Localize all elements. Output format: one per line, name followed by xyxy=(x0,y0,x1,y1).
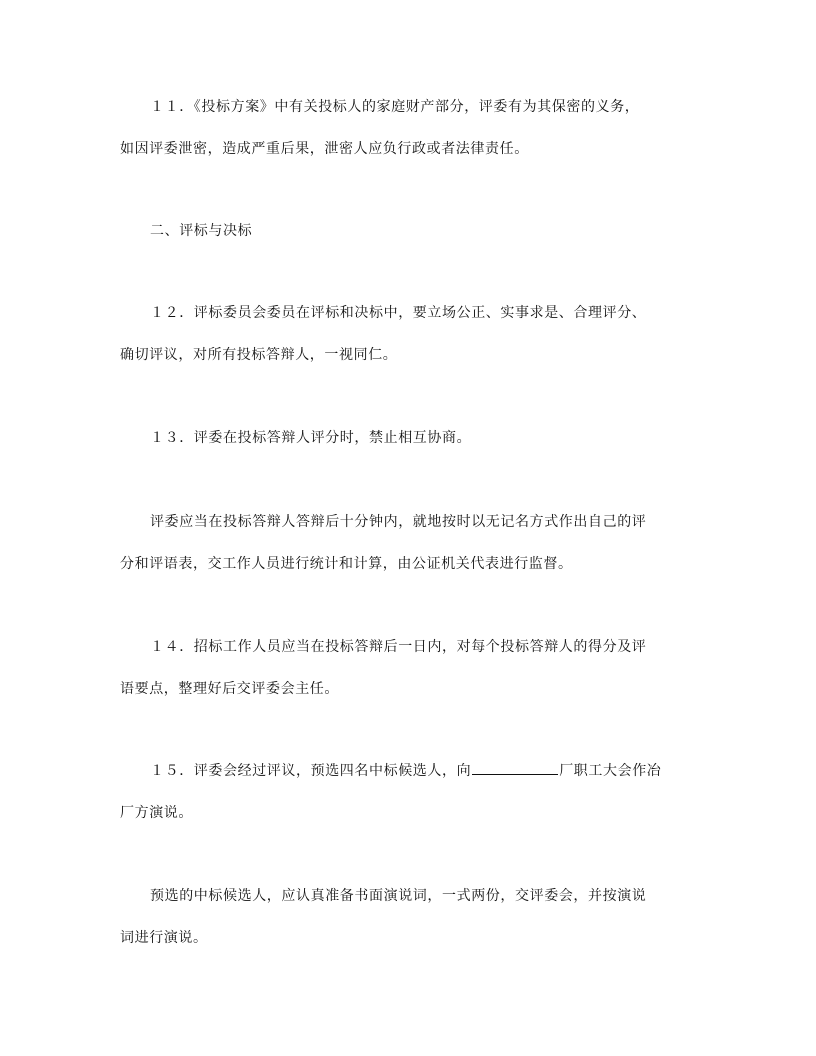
paragraph-13-continued xyxy=(120,501,700,585)
paragraph-12 xyxy=(120,292,700,376)
paragraph-13 xyxy=(120,417,700,459)
paragraph-15b-line-1: 预选的中标候选人，应认真准备书面演说词，一式两份，交评委会，并按演说 xyxy=(150,888,647,904)
paragraph-12-line-2: 确切评议，对所有投标答辩人，一视同仁。 xyxy=(120,347,398,363)
paragraph-15-line-2: 厂方演说。 xyxy=(120,805,193,821)
paragraph-13b-line-1: 评委应当在投标答辩人答辩后十分钟内，就地按时以无记名方式作出自己的评 xyxy=(150,514,647,530)
paragraph-15 xyxy=(120,750,700,834)
paragraph-14-line-2: 语要点，整理好后交评委会主任。 xyxy=(120,681,339,697)
section-heading xyxy=(120,210,700,252)
paragraph-11-line-1: １１．《投标方案》中有关投标人的家庭财产部分，评委有为其保密的义务， xyxy=(150,99,640,115)
paragraph-15b-line-2: 词进行演说。 xyxy=(120,930,208,946)
paragraph-11-line-2: 如因评委泄密，造成严重后果，泄密人应负行政或者法律责任。 xyxy=(120,141,529,157)
fill-in-blank xyxy=(472,762,558,775)
paragraph-15-continued xyxy=(120,875,700,959)
paragraph-13b-line-2: 分和评语表，交工作人员进行统计和计算，由公证机关代表进行监督。 xyxy=(120,556,573,572)
paragraph-14-line-1: １４．招标工作人员应当在投标答辩后一日内，对每个投标答辩人的得分及评 xyxy=(150,639,647,655)
paragraph-14 xyxy=(120,626,700,710)
section-2-heading: 二、评标与决标 xyxy=(150,223,253,239)
paragraph-15-line-1-end: 厂职工大会作冶 xyxy=(559,763,662,779)
paragraph-15-line-1 xyxy=(120,750,700,792)
paragraph-11 xyxy=(120,86,700,170)
paragraph-13-line-1: １３．评委在投标答辩人评分时，禁止相互协商。 xyxy=(150,430,472,446)
paragraph-15-line-1-start: １５．评委会经过评议，预选四名中标候选人，向 xyxy=(150,763,472,779)
paragraph-12-line-1: １２．评标委员会委员在评标和决标中，要立场公正、实事求是、合理评分、 xyxy=(150,305,647,321)
